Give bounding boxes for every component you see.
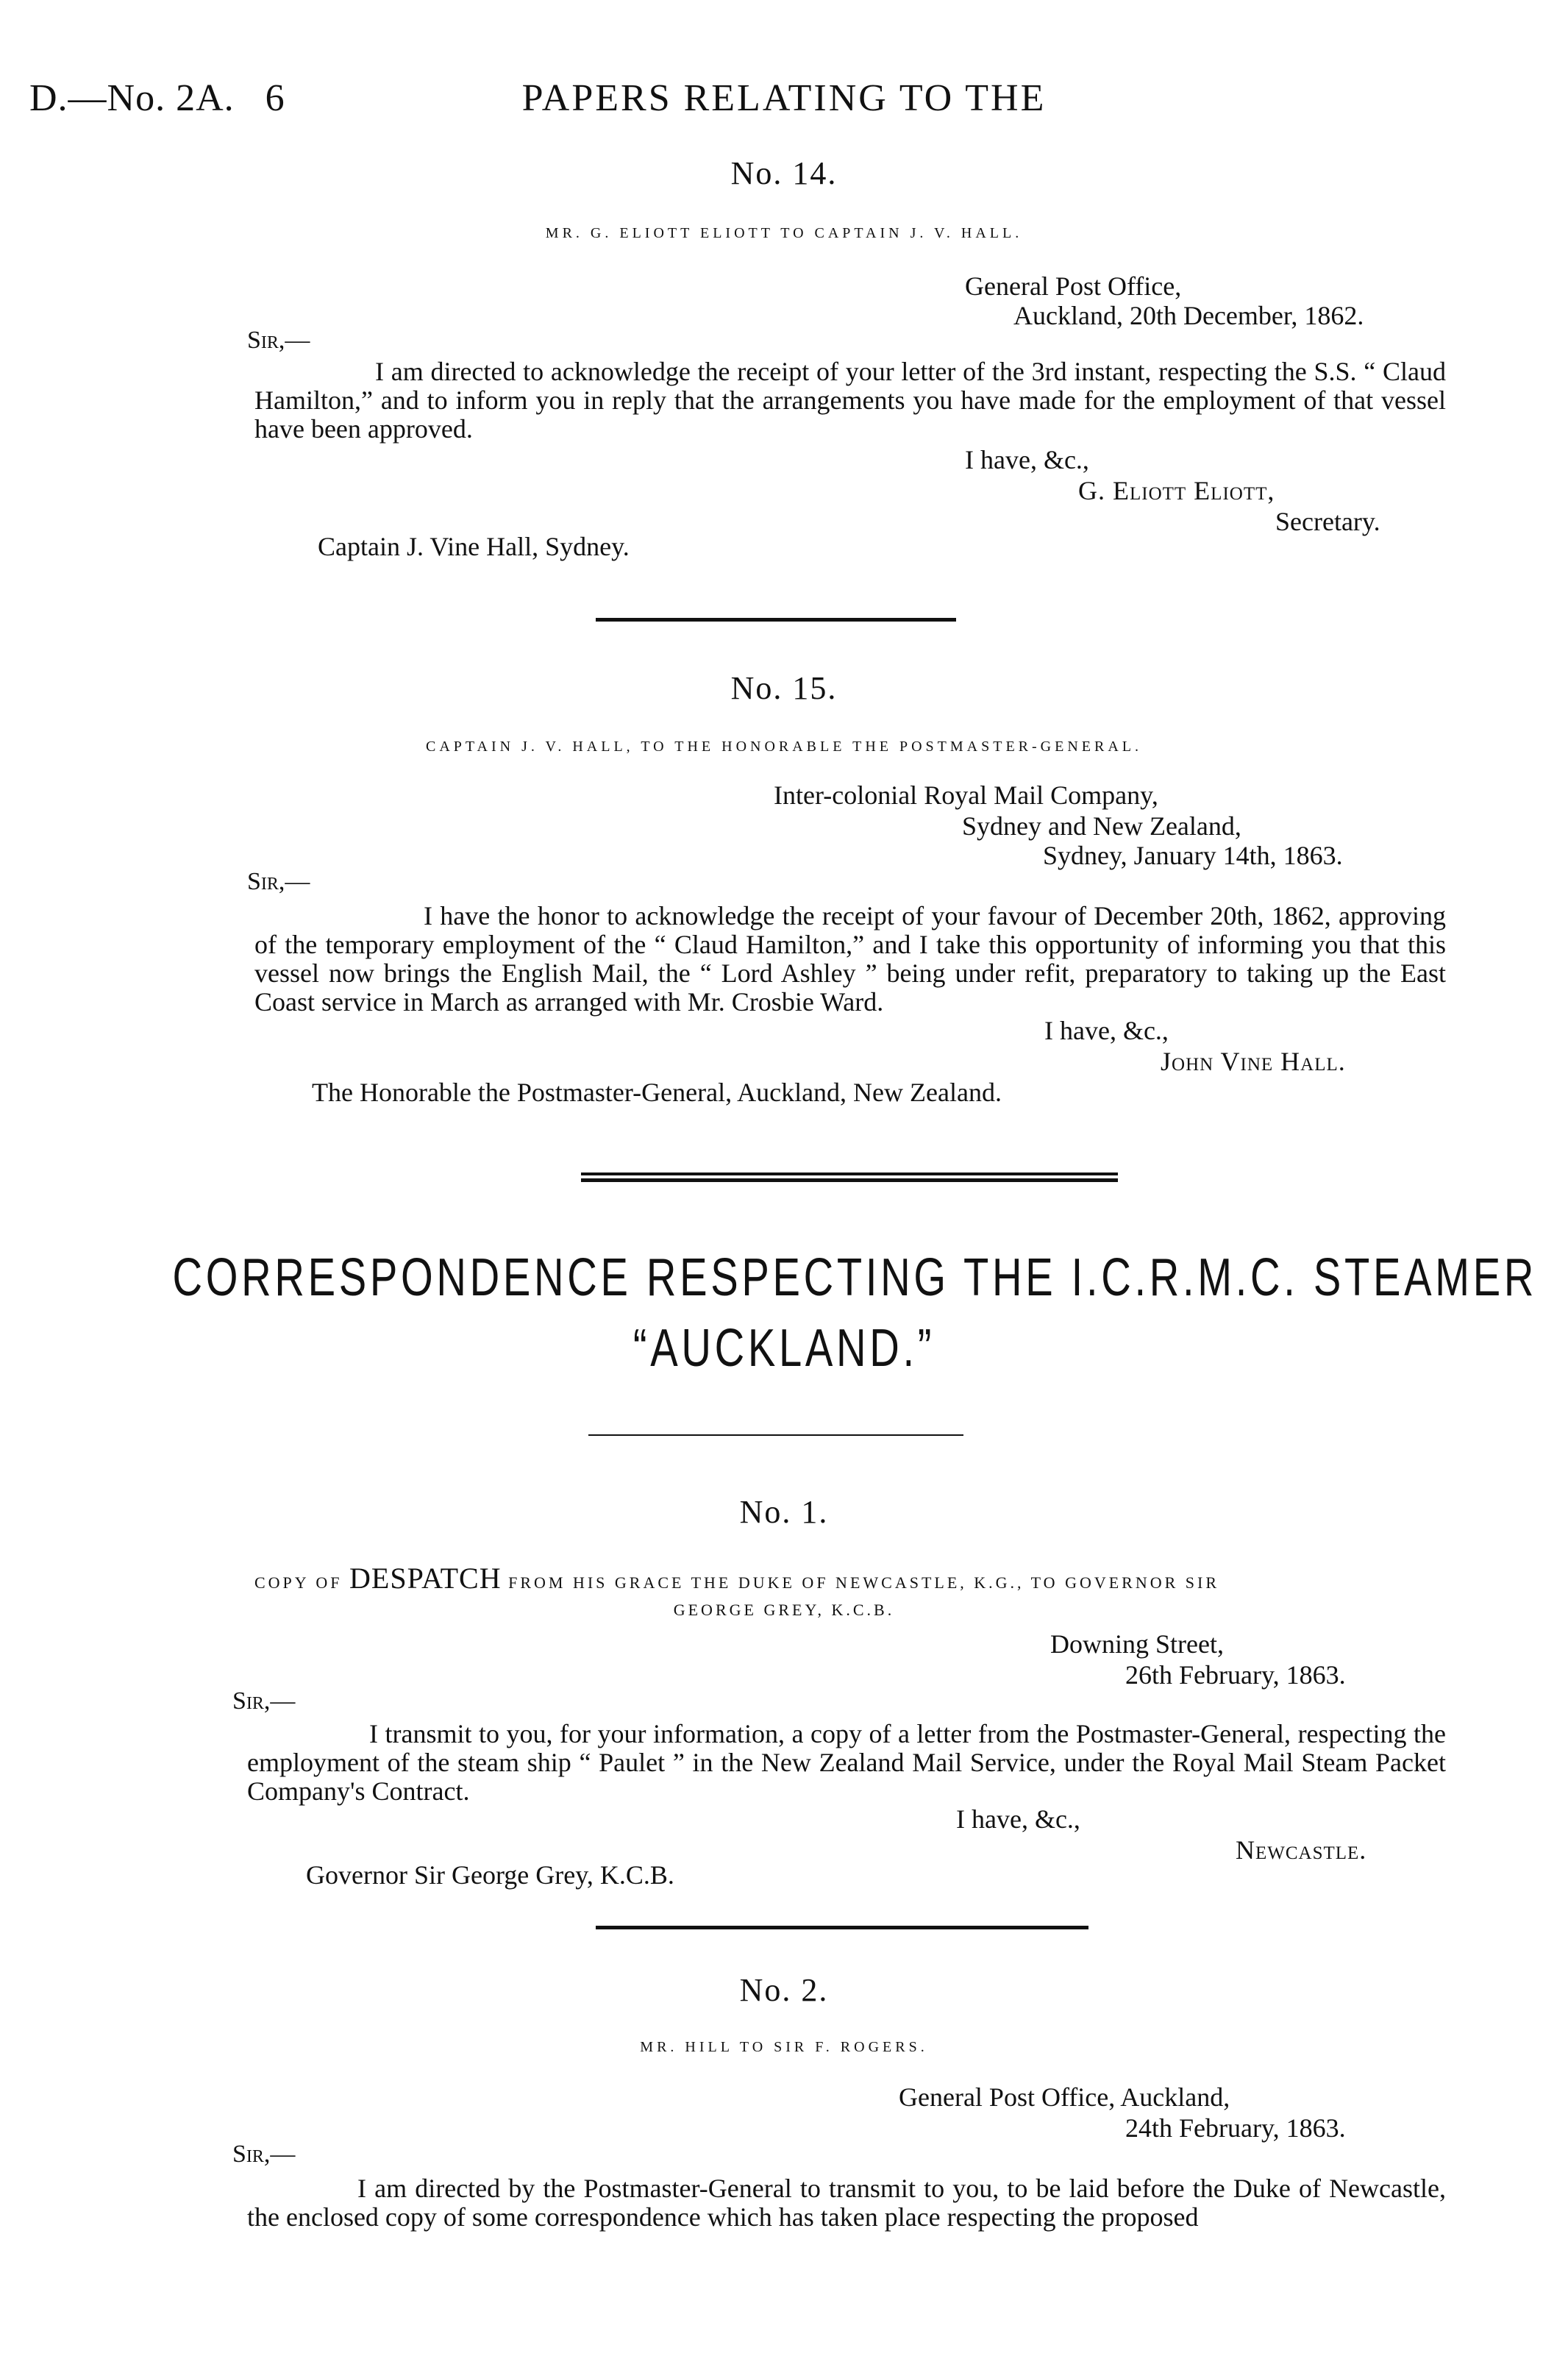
section-letter-1-address-line-2: 26th February, 1863. — [1125, 1660, 1346, 1690]
letter-14-number: No. 14. — [730, 155, 838, 191]
letter-15-salutation: Sir,— — [247, 868, 310, 895]
letter-15-body: I have the honor to acknowledge the receipt of your favour of December 20th, 1862, approving of the temporary employment of the “ Claud Hamilton,” and I take this opportunity of informing you that this vessel now brings the English Mail, the “ Lord Ashley ” being under refit, preparatory to taking up the East Coast service in March as arranged with Mr. Crosbie Ward. — [254, 901, 1446, 1017]
letter-15-signature: John Vine Hall. — [1161, 1047, 1346, 1076]
section-letter-2-address-line-2: 24th February, 1863. — [1125, 2113, 1346, 2143]
letter-14-closing: I have, &c., — [965, 445, 1089, 474]
double-rule-top — [581, 1172, 1118, 1175]
section-letter-1-address-line-1: Downing Street, — [1050, 1629, 1224, 1659]
page-number: 6 — [265, 77, 285, 119]
route-prefix: COPY OF — [254, 1573, 343, 1592]
section-title-line-1: CORRESPONDENCE RESPECTING THE I.C.R.M.C. STEAMER — [172, 1248, 1538, 1307]
section-divider-2 — [596, 1926, 1088, 1929]
route-despatch: DESPATCH — [349, 1562, 502, 1595]
section-letter-1-body: I transmit to you, for your information, a copy of a letter from the Postmaster-General, respecting the employment of the steam ship “ Paulet ” in the New Zealand Mail Service, under the Royal Mail Steam Packet Company's Contract. — [247, 1719, 1446, 1806]
section-letter-1-signature: Newcastle. — [1236, 1835, 1367, 1865]
letter-14-signature-title: Secretary. — [1275, 507, 1380, 536]
section-title-line-2: “AUCKLAND.” — [632, 1319, 936, 1378]
letter-14-body: I am directed to acknowledge the receipt of your letter of the 3rd instant, respecting the S.S. “ Claud Hamilton,” and to inform you in reply that the arrangements you have made for the employment of that vessel have been approved. — [254, 357, 1446, 444]
route-rest: FROM HIS GRACE THE DUKE OF NEWCASTLE, K.G., TO GOVERNOR SIR — [508, 1573, 1220, 1592]
page-header-title: PAPERS RELATING TO THE — [521, 77, 1047, 119]
document-ref-code: D.—No. 2A. — [29, 77, 235, 119]
section-letter-1-route-line-2: GEORGE GREY, K.C.B. — [673, 1601, 895, 1619]
thin-divider — [588, 1434, 963, 1436]
section-letter-2-route: MR. HILL TO SIR F. ROGERS. — [640, 2039, 928, 2055]
letter-14-salutation: Sir,— — [247, 327, 310, 354]
double-rule-bottom — [581, 1178, 1118, 1182]
letter-15-recipient: The Honorable the Postmaster-General, Auckland, New Zealand. — [312, 1078, 1002, 1107]
letter-15-closing: I have, &c., — [1044, 1016, 1169, 1045]
section-letter-2-number: No. 2. — [739, 1972, 829, 2008]
section-letter-2-salutation: Sir,— — [232, 2141, 296, 2168]
section-letter-2-address-line-1: General Post Office, Auckland, — [899, 2082, 1230, 2112]
section-divider — [596, 618, 956, 622]
letter-14-address-line-1: General Post Office, — [965, 271, 1182, 301]
section-letter-1-salutation: Sir,— — [232, 1687, 296, 1715]
letter-14-address-line-2: Auckland, 20th December, 1862. — [1013, 301, 1364, 330]
letter-14-signature: G. Eliott Eliott, — [1078, 476, 1275, 505]
section-letter-1-closing: I have, &c., — [956, 1804, 1080, 1834]
letter-15-address-line-2: Sydney and New Zealand, — [962, 811, 1241, 841]
section-letter-2-body: I am directed by the Postmaster-General to transmit to you, to be laid before the Duke of Newcastle, the enclosed copy of some correspondence which has taken place respecting the proposed — [247, 2174, 1446, 2232]
letter-15-number: No. 15. — [730, 670, 838, 706]
letter-15-route: CAPTAIN J. V. HALL, TO THE HONORABLE THE POSTMASTER-GENERAL. — [426, 739, 1142, 755]
letter-14-recipient: Captain J. Vine Hall, Sydney. — [318, 532, 630, 561]
letter-14-route: MR. G. ELIOTT ELIOTT TO CAPTAIN J. V. HALL. — [545, 225, 1023, 241]
section-letter-1-route — [254, 1561, 1219, 1595]
letter-15-address-line-1: Inter-colonial Royal Mail Company, — [774, 780, 1158, 810]
section-letter-1-number: No. 1. — [739, 1494, 829, 1530]
letter-15-address-line-3: Sydney, January 14th, 1863. — [1043, 841, 1343, 870]
section-letter-1-recipient: Governor Sir George Grey, K.C.B. — [306, 1860, 674, 1890]
